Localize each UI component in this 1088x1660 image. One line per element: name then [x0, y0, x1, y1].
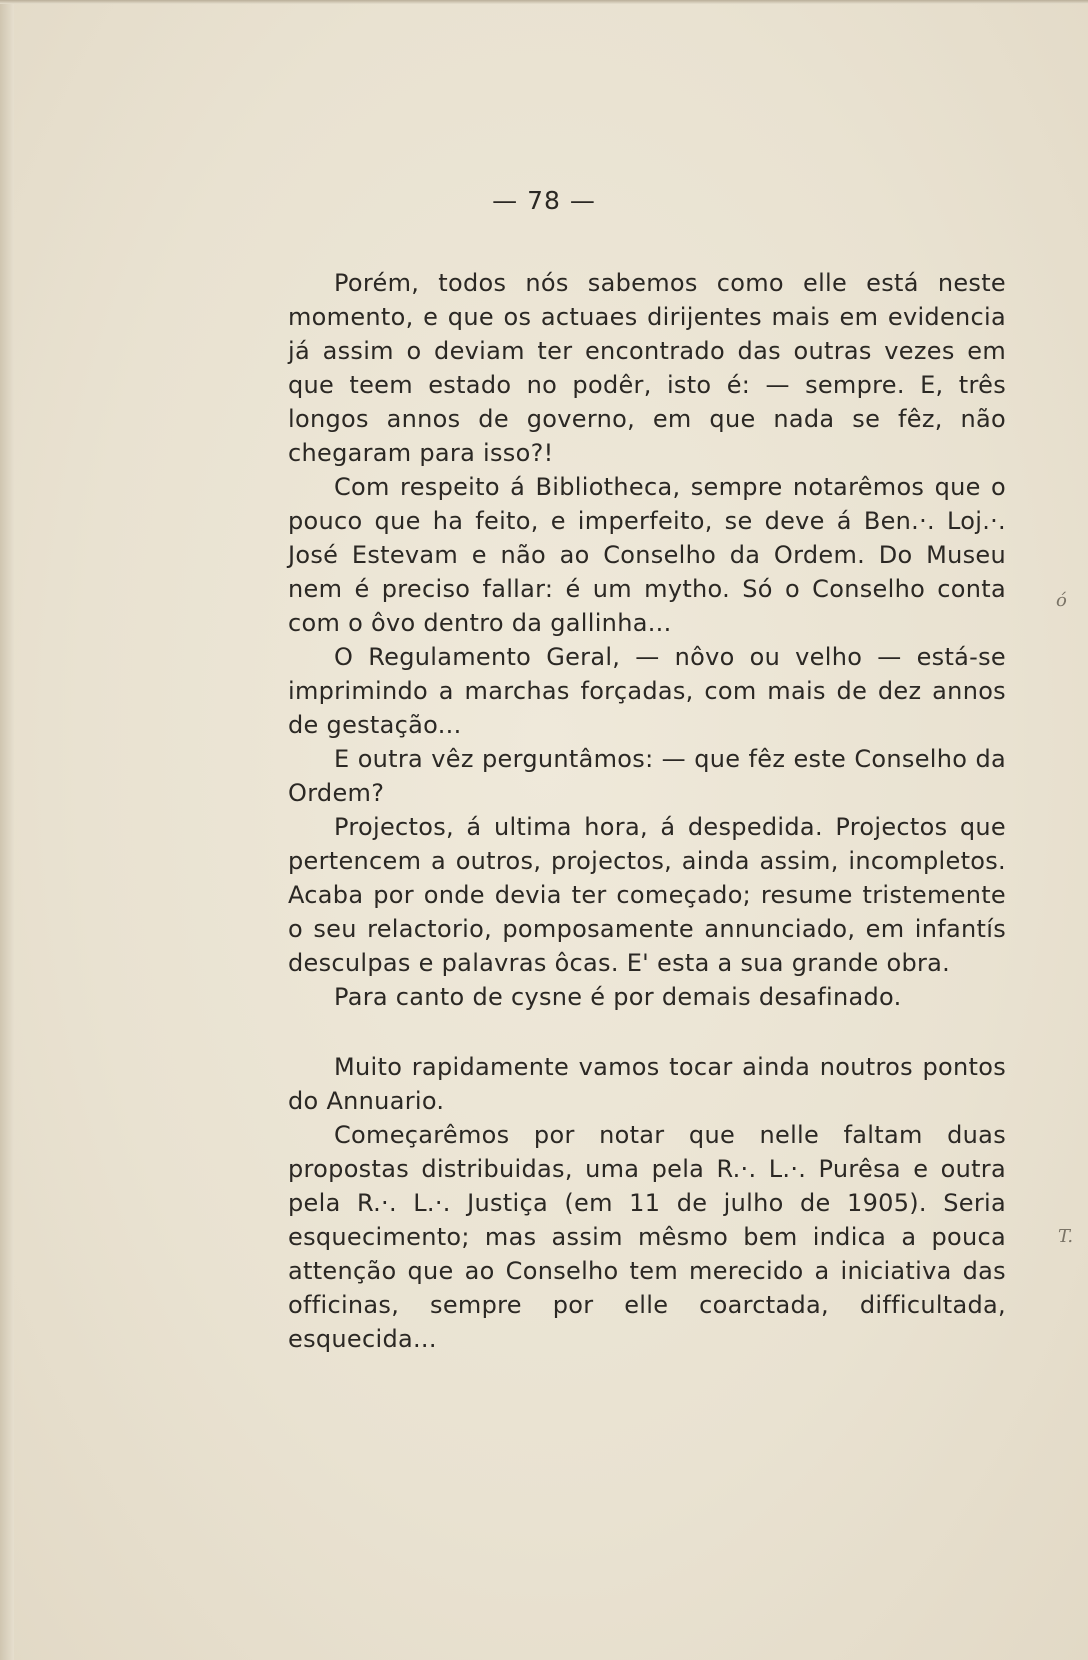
page-binding-edge — [0, 0, 14, 1660]
paragraph-6: Para canto de cysne é por demais desafinado. — [334, 983, 902, 1011]
section-gap — [288, 1014, 1006, 1050]
body-text — [288, 266, 1006, 1356]
paragraph-1: Porém, todos nós sabemos como elle está neste momento, e que os actuaes dirijentes mais em evidencia já assim o deviam ter encontrado das outras vezes em que teem estado no podêr, isto é: — sempre. E, três longos annos de governo, em que nada se fêz, não chegaram para isso?! — [288, 269, 1006, 467]
page-top-edge — [0, 0, 1088, 4]
paragraph-7: Muito rapidamente vamos tocar ainda noutros pontos do Annuario. — [288, 1053, 1006, 1115]
margin-mark-2: T. — [1058, 1226, 1074, 1247]
paragraph-8: Começarêmos por notar que nelle faltam duas propostas distribuidas, uma pela R.·. L.·. Purêsa e outra pela R.·. L.·. Justiça (em 11 de julho de 1905). Seria esquecimento; mas assim mêsmo bem indica a pouca attenção que ao Conselho tem merecido a iniciativa das officinas, sempre por elle coarctada, difficultada, esquecida... — [288, 1121, 1006, 1353]
paragraph-4: E outra vêz perguntâmos: — que fêz este Conselho da Ordem? — [288, 745, 1006, 807]
paragraph-5: Projectos, á ultima hora, á despedida. Projectos que pertencem a outros, projectos, ainda assim, incompletos. Acaba por onde devia ter começado; resume tristemente o seu relactorio, pomposamente annunciado, em infantís desculpas e palavras ôcas. E' esta a sua grande obra. — [288, 813, 1006, 977]
paragraph-3: O Regulamento Geral, — nôvo ou velho — está-se imprimindo a marchas forçadas, com mais de dez annos de gestação... — [288, 643, 1006, 739]
margin-mark-1: ó — [1056, 590, 1067, 611]
paragraph-2: Com respeito á Bibliotheca, sempre notarêmos que o pouco que ha feito, e imperfeito, se deve á Ben.·. Loj.·. José Estevam e não ao Conselho da Ordem. Do Museu nem é preciso fallar: é um mytho. Só o Conselho conta com o ôvo dentro da gallinha... — [288, 473, 1006, 637]
page-number: — 78 — — [492, 186, 596, 215]
